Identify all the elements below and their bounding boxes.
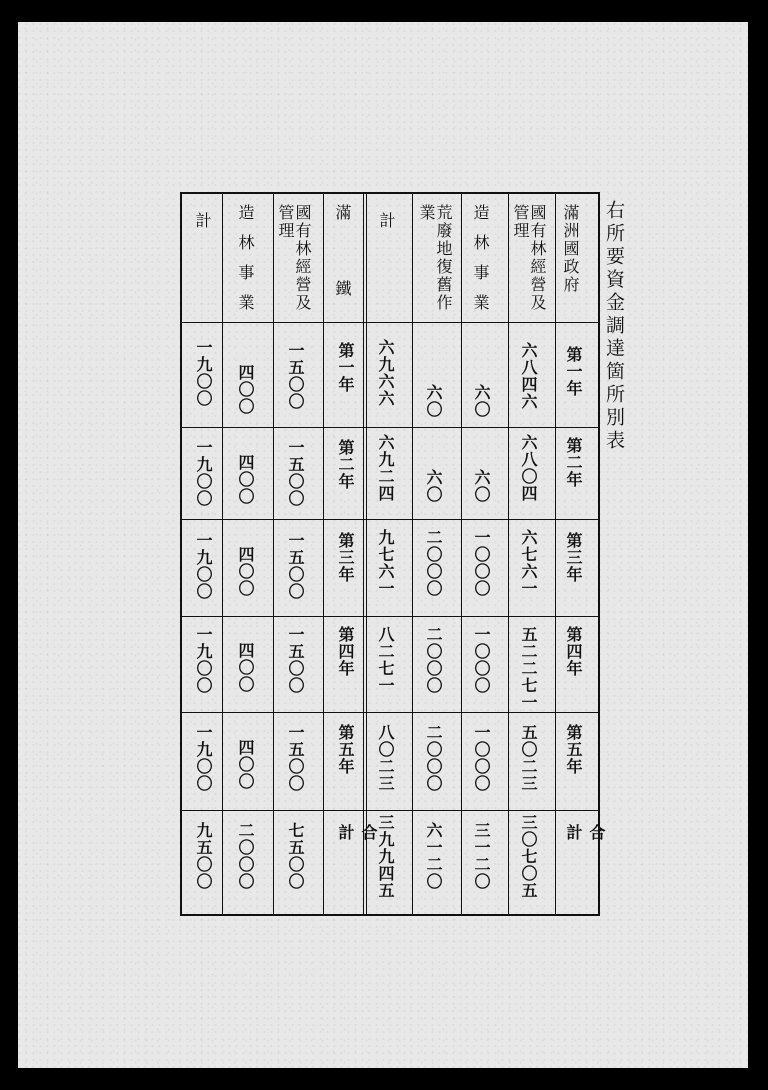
row-divider <box>182 427 598 428</box>
header-subtotal-2: 計 <box>193 212 212 230</box>
row-divider <box>182 616 598 617</box>
row-label-total: 合計 <box>564 824 606 870</box>
cell: 一五〇〇 <box>286 724 305 792</box>
cell: 一〇〇〇 <box>472 529 491 597</box>
cell: 第二年 <box>336 439 355 490</box>
cell: 七五〇〇 <box>286 822 305 890</box>
cell: 二〇〇〇 <box>236 822 255 890</box>
cell: 六八四六 <box>519 342 538 410</box>
cell: 三一二〇 <box>472 822 491 890</box>
cell: 九五〇〇 <box>194 822 213 890</box>
cell: 六〇 <box>424 469 443 503</box>
col-divider <box>412 194 413 914</box>
cell: 一九〇〇 <box>194 439 213 507</box>
cell: 一九〇〇 <box>194 724 213 792</box>
col-divider <box>508 194 509 914</box>
cell: 四〇〇 <box>236 642 255 693</box>
col-divider <box>323 194 324 914</box>
col-divider <box>273 194 274 914</box>
cell: 一〇〇〇 <box>472 724 491 792</box>
cell: 六九六六 <box>376 339 395 407</box>
col-divider <box>222 194 223 914</box>
cell: 二〇〇〇 <box>424 724 443 792</box>
row-label-5: 第五年 <box>564 724 583 775</box>
cell: 三〇七〇五 <box>519 814 538 899</box>
cell: 一五〇〇 <box>286 532 305 600</box>
row-divider <box>182 810 598 811</box>
cell: 四〇〇 <box>236 364 255 415</box>
header-mantetsu: 滿鐵 <box>333 204 352 356</box>
col-divider-double <box>363 194 367 914</box>
cell: 四〇〇 <box>236 454 255 505</box>
cell: 二〇〇〇 <box>424 529 443 597</box>
cell: 一五〇〇 <box>286 626 305 694</box>
cell: 六一二〇 <box>424 822 443 890</box>
cell: 一九〇〇 <box>194 626 213 694</box>
header-state-forest: 國有林經營及管理 <box>511 204 547 312</box>
header-subtotal-1: 計 <box>377 212 396 230</box>
row-label-4: 第四年 <box>564 626 583 677</box>
cell: 五二二七一 <box>519 626 538 711</box>
row-label-2: 第二年 <box>564 437 583 488</box>
table-title: 右所要資金調達箇所別表 <box>603 200 625 453</box>
header-afforestation-2: 造林事業 <box>236 204 255 324</box>
cell: 一五〇〇 <box>286 342 305 410</box>
col-divider <box>461 194 462 914</box>
cell: 六〇 <box>424 384 443 418</box>
cell: 第三年 <box>336 532 355 583</box>
cell: 第四年 <box>336 626 355 677</box>
row-label-3: 第三年 <box>564 532 583 583</box>
row-divider <box>182 712 598 713</box>
cell: 三九九四五 <box>376 814 395 899</box>
cell: 二〇〇〇 <box>424 626 443 694</box>
header-state-forest-2: 國有林經營及管理 <box>276 204 312 312</box>
cell: 一〇〇〇 <box>472 626 491 694</box>
cell: 一五〇〇 <box>286 439 305 507</box>
cell: 四〇〇 <box>236 546 255 597</box>
cell: 第一年 <box>336 342 355 393</box>
cell: 八〇二三 <box>376 724 395 792</box>
funding-table <box>180 192 606 916</box>
cell: 四〇〇 <box>236 739 255 790</box>
row-divider <box>182 519 598 520</box>
cell: 第五年 <box>336 724 355 775</box>
cell: 合計 <box>336 824 378 870</box>
cell: 九七六一 <box>376 529 395 597</box>
cell: 五〇二三 <box>519 724 538 792</box>
header-reclamation: 荒廢地復舊作業 <box>417 204 453 312</box>
header-afforestation: 造林事業 <box>471 204 490 324</box>
cell: 一九〇〇 <box>194 339 213 407</box>
cell: 六〇 <box>472 469 491 503</box>
row-label-1: 第一年 <box>564 346 583 397</box>
document-page <box>18 22 748 1068</box>
cell: 六九二四 <box>376 434 395 502</box>
cell: 一九〇〇 <box>194 532 213 600</box>
cell: 六〇 <box>472 384 491 418</box>
cell: 六八〇四 <box>519 434 538 502</box>
cell: 八二七一 <box>376 626 395 694</box>
header-manchukuo: 滿洲國政府 <box>561 204 580 294</box>
cell: 六七六一 <box>519 529 538 597</box>
col-divider <box>555 194 556 914</box>
